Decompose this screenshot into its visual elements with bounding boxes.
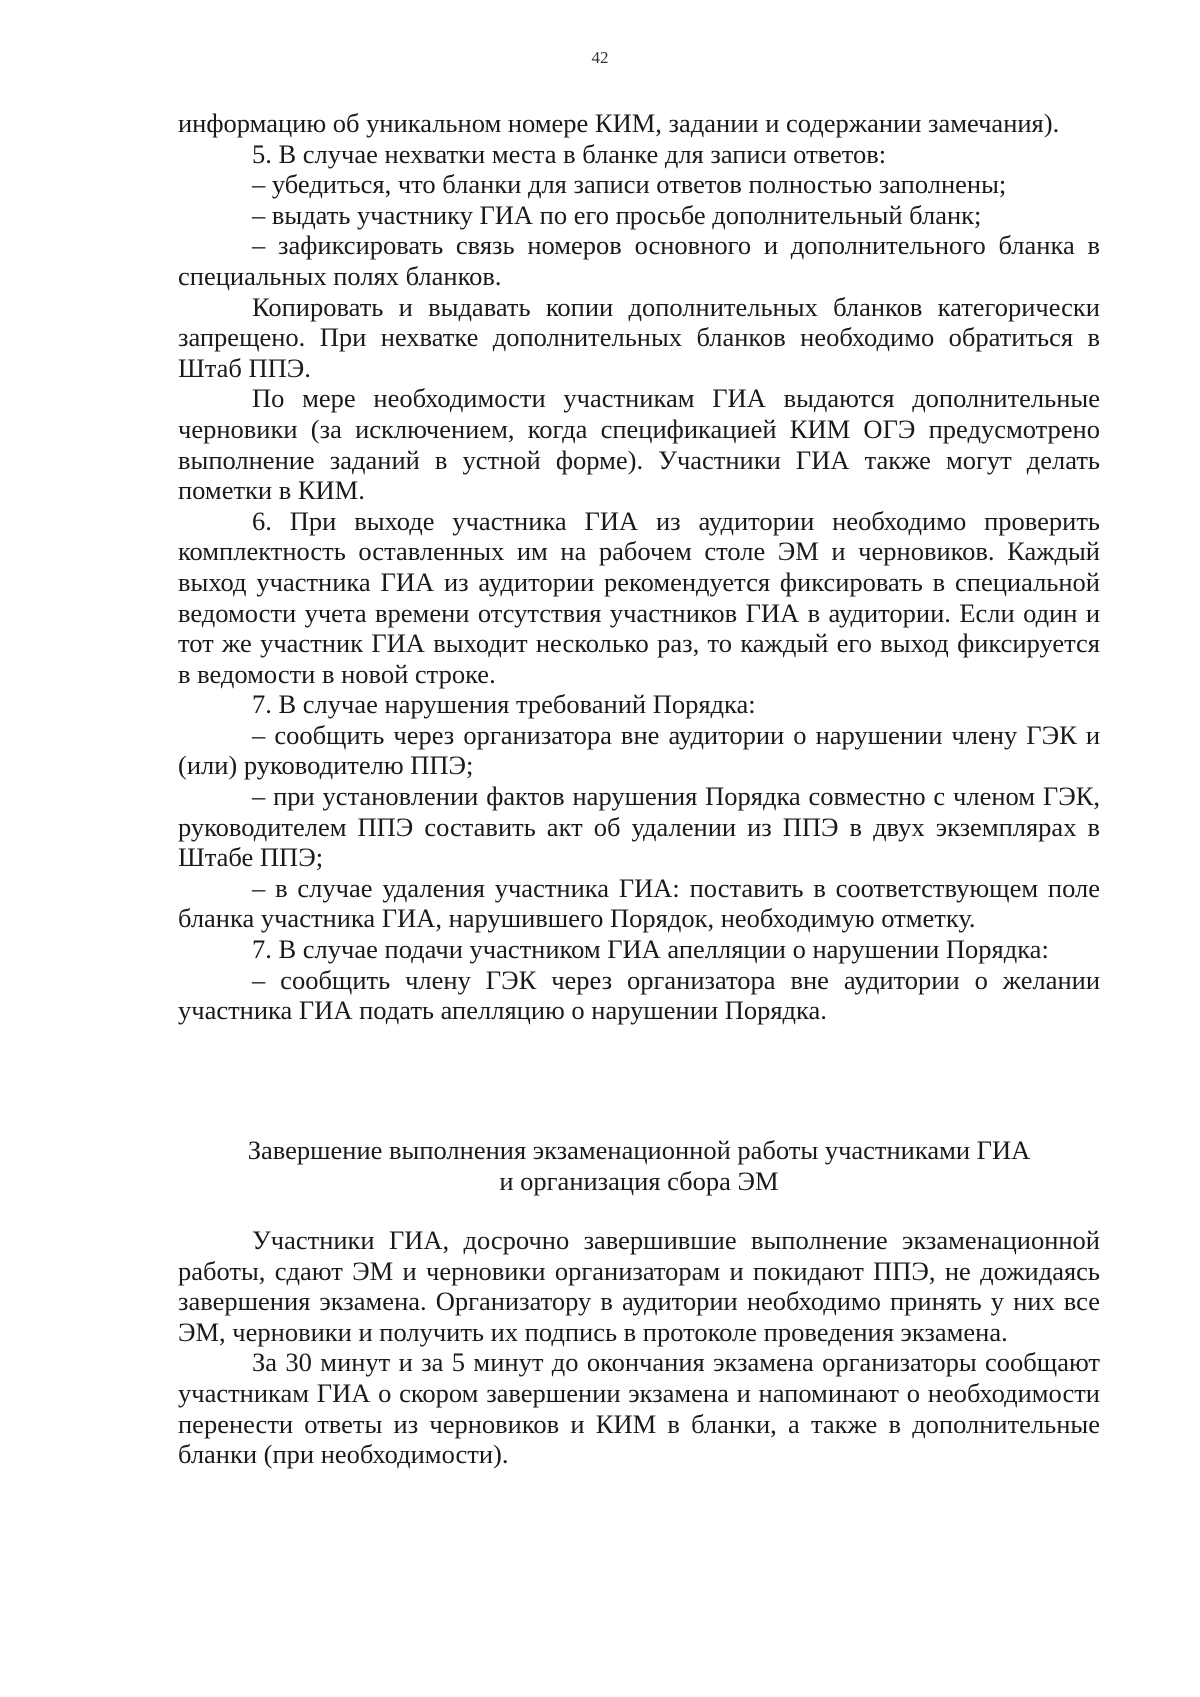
list-item: – сообщить члену ГЭК через организатора вне аудитории о желании участника ГИА подать апелляцию о нарушении Порядка. [178, 964, 1100, 1026]
body-text-bottom [178, 1225, 1100, 1470]
paragraph: По мере необходимости участникам ГИА выдаются дополнительные черновики (за исключением, когда спецификацией КИМ ОГЭ предусмотрено выполнение заданий в устной форме). Участники ГИА также могут делать пометки в КИМ. [178, 383, 1100, 506]
paragraph: Участники ГИА, досрочно завершившие выполнение экзаменационной работы, сдают ЭМ и черновики организаторам и покидают ППЭ, не дожидаясь завершения экзамена. Организатору в аудитории необходимо принять у них все ЭМ, черновики и получить их подпись в протоколе проведения экзамена. [178, 1225, 1100, 1347]
page-number: 42 [591, 48, 609, 67]
list-item: – выдать участнику ГИА по его просьбе дополнительный бланк; [252, 199, 982, 230]
section-heading-line: Завершение выполнения экзаменационной работы участниками ГИА [247, 1135, 1031, 1165]
list-item: – в случае удаления участника ГИА: поставить в соответствующем поле бланка участника ГИА, нарушившего Порядок, необходимую отметку. [178, 872, 1100, 934]
paragraph: 6. При выходе участника ГИА из аудитории необходимо проверить комплектность оставленных им на рабочем столе ЭМ и черновиков. Каждый выход участника ГИА из аудитории рекомендуется фиксировать в специальной ведомости учета времени отсутствия участников ГИА в аудитории. Если один и тот же участник ГИА выходит несколько раз, то каждый его выход фиксируется в ведомости в новой строке. [178, 505, 1100, 689]
list-item: – зафиксировать связь номеров основного и дополнительного бланка в специальных полях бланков. [178, 230, 1100, 291]
list-item: – убедиться, что бланки для записи ответов полностью заполнены; [252, 169, 1007, 200]
paragraph: информацию об уникальном номере КИМ, задании и содержании замечания). [178, 108, 1060, 138]
paragraph: За 30 минут и за 5 минут до окончания экзамена организаторы сообщают участникам ГИА о скором завершении экзамена и напоминают о необходимости перенести ответы из черновиков и КИМ в бланки, а также в дополнительные бланки (при необходимости). [178, 1347, 1100, 1470]
paragraph: 7. В случае подачи участником ГИА апелляции о нарушении Порядка: [252, 934, 1049, 965]
section-heading [178, 1135, 1100, 1196]
section-heading-line: и организация сбора ЭМ [499, 1165, 779, 1196]
paragraph: 5. В случае нехватки места в бланке для записи ответов: [252, 138, 887, 169]
paragraph: 7. В случае нарушения требований Порядка: [252, 689, 756, 720]
list-item: – сообщить через организатора вне аудитории о нарушении члену ГЭК и (или) руководителю ППЭ; [178, 719, 1100, 781]
list-item: – при установлении фактов нарушения Порядка совместно с членом ГЭК, руководителем ППЭ составить акт об удалении из ППЭ в двух экземплярах в Штабе ППЭ; [178, 781, 1100, 873]
body-text-top [178, 108, 1100, 1026]
paragraph: Копировать и выдавать копии дополнительных бланков категорически запрещено. При нехватке дополнительных бланков необходимо обратиться в Штаб ППЭ. [178, 291, 1100, 383]
